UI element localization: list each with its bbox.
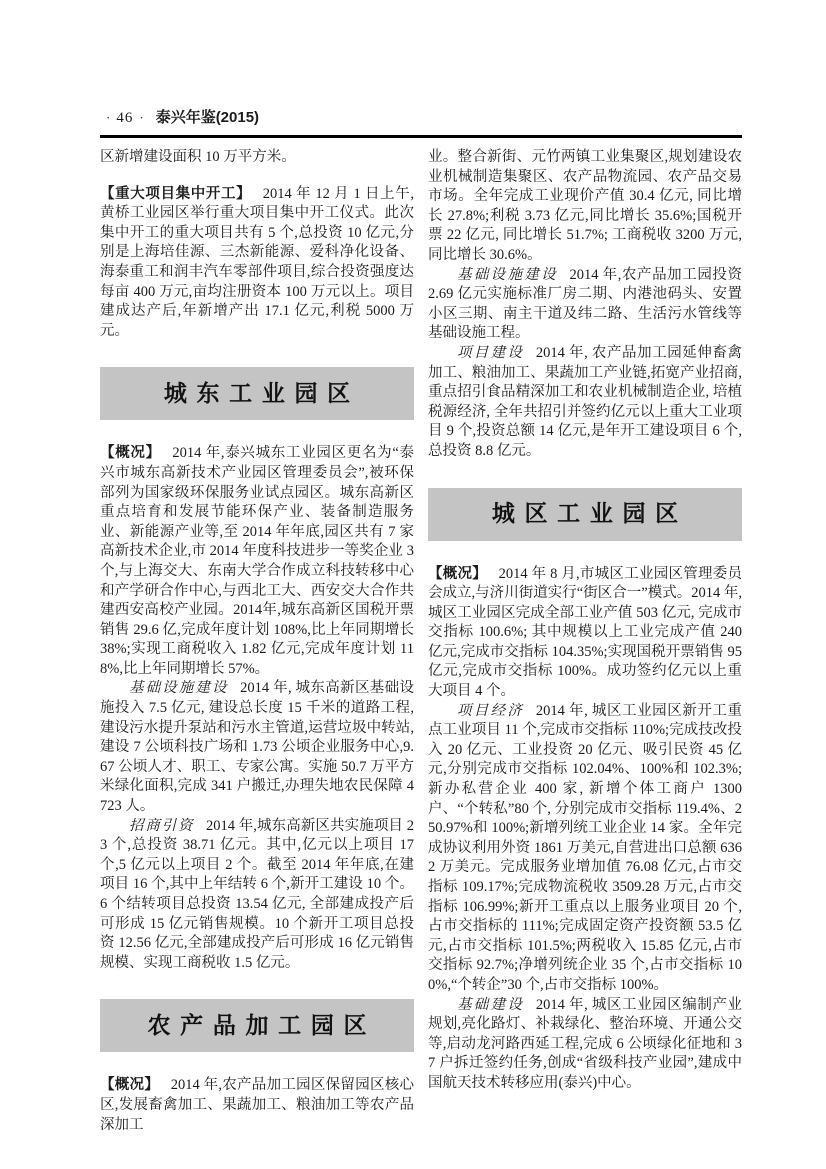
paragraph (100, 444, 414, 679)
paragraph-text: 2014 年, 城区工业园区编制产业规划,亮化路灯、补栽绿化、整治环境、开通公交等,启动龙河路西延工程,完成 6 公顷绿化征地和 37 户拆迁签约任务,创成“省级科技产业园”,建成中国航天技术转移应用(泰兴)中心。 (428, 996, 742, 1091)
paragraph-heading: 招商引资 (129, 817, 195, 834)
paragraph-heading: 项目建设 (457, 344, 525, 361)
paragraph (428, 148, 742, 266)
paragraph-text: 2014 年,农产品加工园投资 2.69 亿元实施标准厂房二期、内港池码头、安置小区三期、南主干道及纬二路、生活污水管线等基础设施工程。 (428, 266, 742, 342)
paragraph-text: 区新增建设面积 10 万平方米。 (100, 149, 296, 165)
paragraph (100, 679, 414, 816)
paragraph-text: 2014 年, 城东高新区基础设施投入 7.5 亿元, 建设总长度 15 千米的道路工程,建设污水提升泵站和污水主管道,运营垃圾中转站,建设 7 公顷科技广场和 1.73 公顷企业服务中心,9.67 公顷人才、职工、专家公寓。实施 50.7 万平方米绿化面积,完成 341 户搬迁,办理失地农民保障 4723 人。 (100, 680, 414, 815)
paragraph (100, 1076, 414, 1135)
page-number: 46 (116, 110, 134, 126)
header-rule (100, 135, 742, 138)
paragraph-heading: 【概况】 (100, 445, 161, 462)
paragraph (428, 266, 742, 344)
paragraph (428, 344, 742, 462)
section-header: 城区工业园区 (428, 488, 742, 541)
right-column (428, 148, 742, 1135)
section-header: 农产品加工园区 (100, 999, 414, 1052)
section-header: 城东工业园区 (100, 367, 414, 420)
book-title: 泰兴年鉴(2015) (155, 109, 260, 126)
paragraph (428, 996, 742, 1094)
paragraph-heading: 基础设施建设 (457, 266, 558, 283)
paragraph-heading: 基础设施建设 (129, 680, 229, 697)
left-column (100, 148, 414, 1135)
paragraph-heading: 基础建设 (457, 996, 525, 1013)
paragraph-text: 2014 年, 城区工业园区新开工重点工业项目 11 个,完成市交指标 110%;完成技改投入 20 亿元、工业投资 20 亿元、吸引民资 45 亿元,分别完成市交指标 102.04%、100%和 102.3%; 新办私营企业 400 家, 新增个体工商户 1300 户、“个转私”80 个, 分别完成市交指标 119.4%、250.97%和 100%;新增列统工业企业 14 家。全年完成协议利用外资 1861 万美元,自营进出口总额 6362 万美元。完成服务业增加值 76.08 亿元,占市交指标 109.17%;完成物流税收 3509.28 万元,占市交指标 106.99%;新开工重点以上服务业项目 20 个, 占市交指标的 111%;完成固定资产投资额 53.5 亿元,占市交指标 101.5%;两税收入 15.85 亿元,占市交指标 92.7%;净增列统企业 35 个,占市交指标 100%,“个转企”30 个,占市交指标 100%。 (428, 702, 742, 993)
paragraph-text: 业。整合新街、元竹两镇工业集聚区,规划建设农业机械制造集聚区、农产品物流园、农产品交易市场。全年完成工业现价产值 30.4 亿元, 同比增长 27.8%;利税 3.73 亿元,同比增长 35.6%;国税开票 22 亿元, 同比增长 51.7%; 工商税收 3200 万元,同比增长 30.6%。 (428, 149, 742, 263)
paragraph (100, 148, 414, 168)
paragraph-text: 2014 年 12 月 1 日上午,黄桥工业园区举行重大项目集中开工仪式。此次集中开工的重大项目共有 5 个,总投资 10 亿元,分别是上海培佳源、三杰新能源、爱科净化设备、海泰重工和润丰汽车零部件项目,综合投资强度达每亩 400 万元,亩均注册资本 100 万元以上。项目建成达产后,年新增产出 17.1 亿元,利税 5000 万元。 (100, 185, 414, 339)
page-number-dot-left: · (106, 110, 111, 125)
two-column-body (100, 148, 742, 1135)
paragraph-heading: 【重大项目集中开工】 (100, 185, 252, 202)
page-number-dot-right: · (139, 110, 144, 125)
paragraph-text: 2014 年,泰兴城东工业园区更名为“泰兴市城东高新技术产业园区管理委员会”,被环保部列为国家级环保服务业试点园区。城东高新区重点培育和发展节能环保产业、装备制造服务业、新能源产业等,至 2014 年年底,园区共有 7 家高新技术企业,市 2014 年度科技进步一等奖企业 3 个,与上海交大、东南大学合作成立科技转移中心和产学研合作中心,与西北工大、西安交大合作共建西安高校产业园。2014年,城东高新区国税开票销售 29.6 亿,完成年度计划 108%,比上年同期增长 38%;实现工商税收入 1.82 亿元,完成年度计划 118%,比上年同期增长 57%。 (100, 445, 415, 677)
paragraph-text: 2014 年, 农产品加工园延伸畜禽加工、粮油加工、果蔬加工产业链,拓宽产业招商,重点招引食品精深加工和农业机械制造企业, 培植税源经济, 全年共招引并签约亿元以上重大工业项目 9 个,投资总额 14 亿元,是年开工建设项目 6 个,总投资 8.8 亿元。 (428, 344, 742, 459)
paragraph (100, 185, 414, 342)
paragraph-heading: 【概况】 (428, 565, 488, 582)
paragraph-heading: 【概况】 (100, 1077, 160, 1094)
paragraph-text: 2014 年,城东高新区共实施项目 23 个,总投资 38.71 亿元。其中,亿元以上项目 17 个,5 亿元以上项目 2 个。截至 2014 年年底,在建项目 16 个,其中上年结转 6 个,新开工建设 10 个。6 个结转项目总投资 13.54 亿元, 全部建成投产后可形成 15 亿元销售规模。10 个新开工项目总投资 12.56 亿元,全部建成投产后可形成 16 亿元销售规模、实现工商税收 1.5 亿元。 (100, 817, 415, 971)
paragraph (100, 817, 414, 974)
paragraph-heading: 项目经济 (457, 702, 525, 719)
paragraph-text: 2014 年,农产品加工园区保留园区核心区,发展畜禽加工、果蔬加工、粮油加工等农产品深加工 (100, 1077, 415, 1133)
paragraph-text: 2014 年 8 月,市城区工业园区管理委员会成立,与济川街道实行“街区合一”模式。2014 年,城区工业园区完成全部工业产值 503 亿元, 完成市交指标 100.6%; 其中规模以上工业完成产值 240 亿元,完成市交指标 104.35%;实现国税开票销售 95 亿元,完成市交指标 100%。成功签约亿元以上重大项目 4 个。 (428, 565, 742, 700)
paragraph (428, 565, 742, 702)
page-header (100, 108, 742, 129)
paragraph (428, 702, 742, 996)
